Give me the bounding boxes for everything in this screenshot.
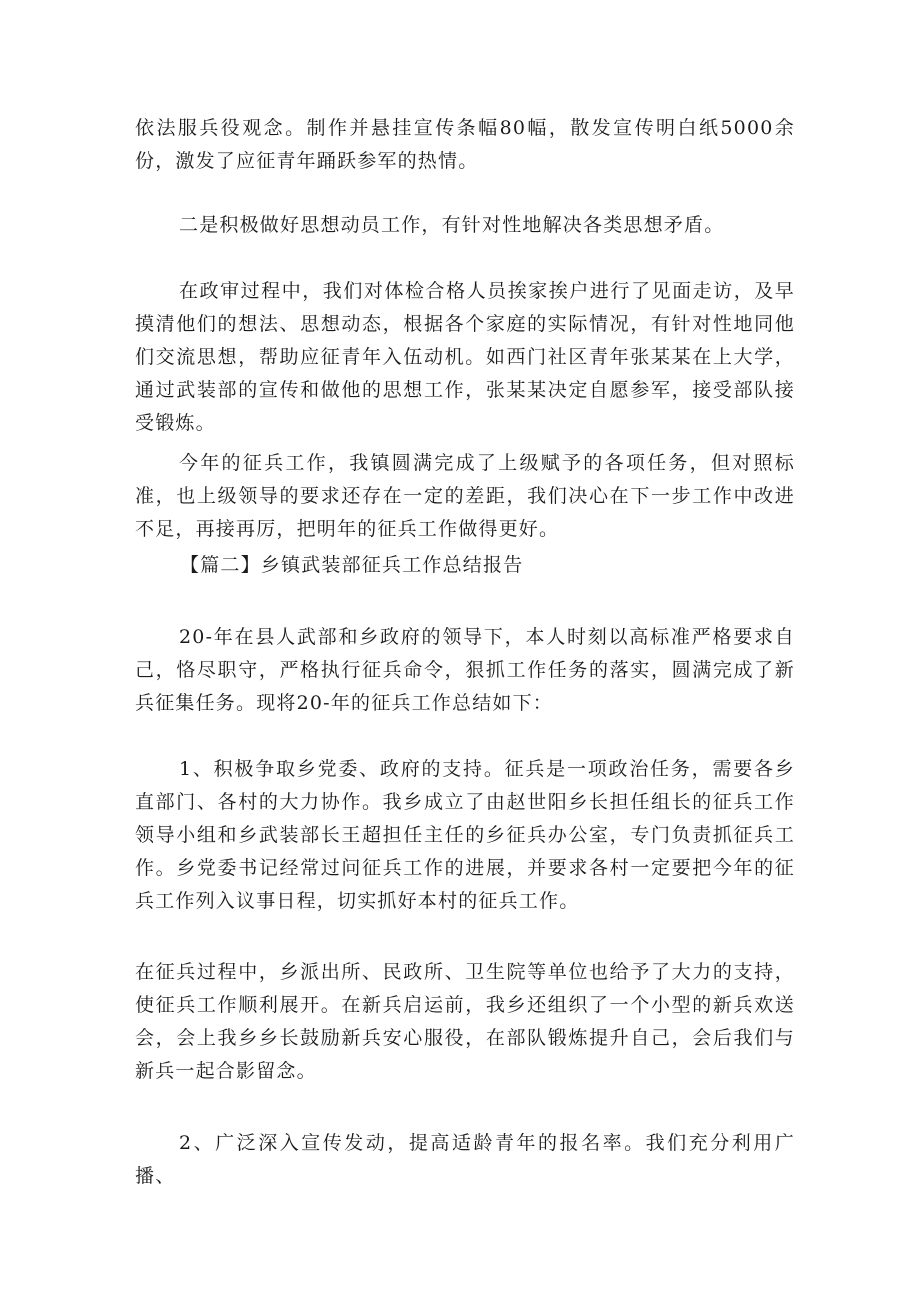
paragraph-political-review: 在政审过程中，我们对体检合格人员挨家挨户进行了见面走访，及早摸清他们的想法、思想动态，根据各个家庭的实际情况，有针对性地同他们交流思想，帮助应征青年入伍动机。如西门社区青年张某某在上大学，通过武装部的宣传和做他的思想工作，张某某决定自愿参军，接受部队接受锻炼。 [135, 280, 795, 434]
paragraph-item-1: 1、积极争取乡党委、政府的支持。征兵是一项政治任务，需要各乡直部门、各村的大力协作。我乡成立了由赵世阳乡长担任组长的征兵工作领导小组和乡武装部长王超担任主任的乡征兵办公室，专门负责抓征兵工作。乡党委书记经常过问征兵工作的进展，并要求各村一定要把今年的征兵工作列入议事日程，切实抓好本村的征兵工作。 [135, 758, 795, 912]
paragraph-conclusion: 今年的征兵工作，我镇圆满完成了上级赋予的各项任务，但对照标准，也上级领导的要求还存在一定的差距，我们决心在下一步工作中改进不足，再接再厉，把明年的征兵工作做得更好。 [135, 452, 795, 540]
paragraph-ideological-mobilization: 二是积极做好思想动员工作，有针对性地解决各类思想矛盾。 [179, 214, 725, 236]
section-heading: 【篇二】乡镇武装部征兵工作总结报告 [180, 554, 524, 576]
paragraph-propaganda-summary: 依法服兵役观念。制作并悬挂宣传条幅80幅，散发宣传明白纸5000余份，激发了应征青年踊跃参军的热情。 [135, 117, 795, 172]
paragraph-item-2: 2、广泛深入宣传发动，提高适龄青年的报名率。我们充分利用广播、 [135, 1132, 795, 1187]
paragraph-unit-support: 在征兵过程中，乡派出所、民政所、卫生院等单位也给予了大力的支持，使征兵工作顺利展开。在新兵启运前，我乡还组织了一个小型的新兵欢送会，会上我乡乡长鼓励新兵安心服役，在部队锻炼提升自己，会后我们与新兵一起合影留念。 [135, 961, 795, 1082]
paragraph-annual-intro: 20-年在县人武部和乡政府的领导下，本人时刻以高标准严格要求自己，恪尽职守，严格执行征兵命令，狠抓工作任务的落实，圆满完成了新兵征集任务。现将20-年的征兵工作总结如下： [135, 626, 795, 714]
